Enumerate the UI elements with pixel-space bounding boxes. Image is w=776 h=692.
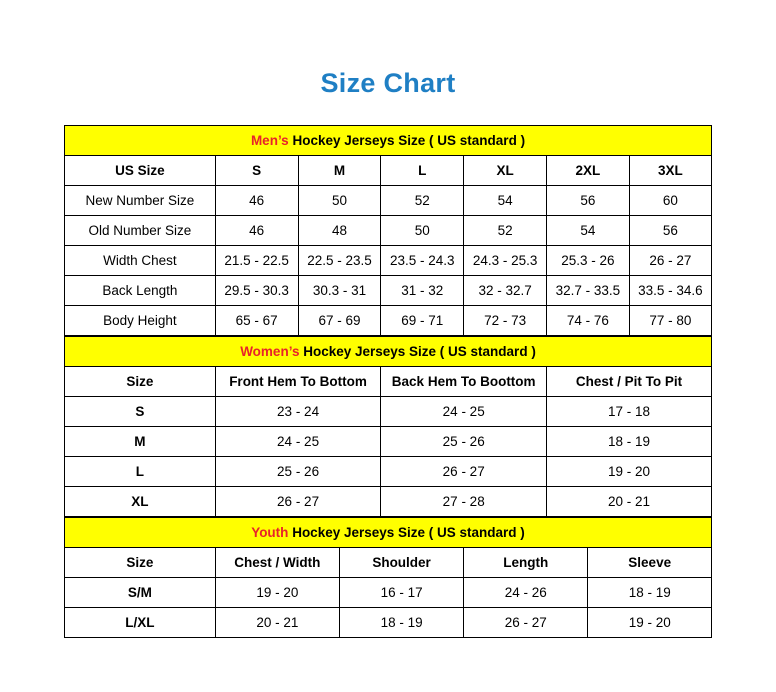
table-row — [65, 246, 712, 276]
size-chart-container — [64, 125, 712, 638]
table-cell: 25 - 26 — [381, 427, 547, 457]
table-cell: 50 — [381, 216, 464, 246]
table-cell: 17 - 18 — [547, 397, 712, 427]
column-header: Length — [464, 548, 588, 578]
table-row — [65, 487, 712, 517]
table-cell: 60 — [629, 186, 711, 216]
table-cell: 20 - 21 — [547, 487, 712, 517]
table-cell: 24 - 25 — [381, 397, 547, 427]
table-row — [65, 457, 712, 487]
column-header: 3XL — [629, 156, 711, 186]
table-header-row — [65, 548, 712, 578]
row-label: L/XL — [65, 608, 216, 638]
table-cell: 26 - 27 — [215, 487, 381, 517]
table-header-row — [65, 367, 712, 397]
table-row — [65, 216, 712, 246]
column-header: M — [298, 156, 381, 186]
table-cell: 50 — [298, 186, 381, 216]
table-cell: 74 - 76 — [547, 306, 630, 336]
column-header: Size — [65, 367, 216, 397]
table-row — [65, 608, 712, 638]
mens-size-table — [64, 125, 712, 336]
table-cell: 56 — [629, 216, 711, 246]
table-cell: 18 - 19 — [547, 427, 712, 457]
table-cell: 18 - 19 — [588, 578, 712, 608]
table-cell: 77 - 80 — [629, 306, 711, 336]
table-cell: 23.5 - 24.3 — [381, 246, 464, 276]
youth-section-header — [65, 518, 712, 548]
table-cell: 65 - 67 — [215, 306, 298, 336]
mens-header-rest: Hockey Jerseys Size ( US standard ) — [288, 133, 526, 148]
row-label: Old Number Size — [65, 216, 216, 246]
table-cell: 19 - 20 — [547, 457, 712, 487]
table-cell: 46 — [215, 186, 298, 216]
table-cell: 16 - 17 — [339, 578, 463, 608]
column-header: US Size — [65, 156, 216, 186]
table-cell: 26 - 27 — [629, 246, 711, 276]
table-cell: 30.3 - 31 — [298, 276, 381, 306]
table-row — [65, 186, 712, 216]
row-label: M — [65, 427, 216, 457]
row-label: L — [65, 457, 216, 487]
section-header-row — [65, 126, 712, 156]
table-cell: 24 - 25 — [215, 427, 381, 457]
column-header: XL — [464, 156, 547, 186]
mens-section-header — [65, 126, 712, 156]
table-cell: 69 - 71 — [381, 306, 464, 336]
table-cell: 46 — [215, 216, 298, 246]
column-header: 2XL — [547, 156, 630, 186]
table-cell: 22.5 - 23.5 — [298, 246, 381, 276]
table-cell: 24.3 - 25.3 — [464, 246, 547, 276]
table-cell: 24 - 26 — [464, 578, 588, 608]
table-row — [65, 427, 712, 457]
youth-size-table — [64, 517, 712, 638]
table-row — [65, 276, 712, 306]
row-label: S/M — [65, 578, 216, 608]
column-header: S — [215, 156, 298, 186]
table-cell: 20 - 21 — [215, 608, 339, 638]
column-header: L — [381, 156, 464, 186]
table-cell: 56 — [547, 186, 630, 216]
womens-section-header — [65, 337, 712, 367]
table-cell: 52 — [381, 186, 464, 216]
row-label: Body Height — [65, 306, 216, 336]
table-cell: 25 - 26 — [215, 457, 381, 487]
column-header: Size — [65, 548, 216, 578]
table-cell: 26 - 27 — [464, 608, 588, 638]
mens-header-accent: Men’s — [250, 133, 289, 148]
row-label: New Number Size — [65, 186, 216, 216]
womens-header-accent: Women’s — [240, 344, 300, 359]
youth-header-accent: Youth — [251, 525, 289, 540]
table-cell: 18 - 19 — [339, 608, 463, 638]
table-header-row — [65, 156, 712, 186]
row-label: XL — [65, 487, 216, 517]
table-cell: 72 - 73 — [464, 306, 547, 336]
column-header: Back Hem To Boottom — [381, 367, 547, 397]
page-title: Size Chart — [320, 68, 456, 98]
table-cell: 52 — [464, 216, 547, 246]
table-cell: 54 — [547, 216, 630, 246]
table-cell: 25.3 - 26 — [547, 246, 630, 276]
table-cell: 29.5 - 30.3 — [215, 276, 298, 306]
row-label: Width Chest — [65, 246, 216, 276]
table-cell: 23 - 24 — [215, 397, 381, 427]
table-cell: 54 — [464, 186, 547, 216]
column-header: Chest / Pit To Pit — [547, 367, 712, 397]
table-cell: 19 - 20 — [588, 608, 712, 638]
table-cell: 27 - 28 — [381, 487, 547, 517]
table-cell: 32 - 32.7 — [464, 276, 547, 306]
table-row — [65, 306, 712, 336]
column-header: Sleeve — [588, 548, 712, 578]
table-row — [65, 578, 712, 608]
table-row — [65, 397, 712, 427]
table-cell: 19 - 20 — [215, 578, 339, 608]
table-cell: 21.5 - 22.5 — [215, 246, 298, 276]
table-cell: 67 - 69 — [298, 306, 381, 336]
table-cell: 32.7 - 33.5 — [547, 276, 630, 306]
youth-header-rest: Hockey Jerseys Size ( US standard ) — [288, 525, 525, 540]
column-header: Chest / Width — [215, 548, 339, 578]
table-cell: 26 - 27 — [381, 457, 547, 487]
section-header-row — [65, 518, 712, 548]
row-label: S — [65, 397, 216, 427]
table-cell: 33.5 - 34.6 — [629, 276, 711, 306]
row-label: Back Length — [65, 276, 216, 306]
column-header: Shoulder — [339, 548, 463, 578]
womens-size-table — [64, 336, 712, 517]
section-header-row — [65, 337, 712, 367]
column-header: Front Hem To Bottom — [215, 367, 381, 397]
womens-header-rest: Hockey Jerseys Size ( US standard ) — [299, 344, 536, 359]
table-cell: 31 - 32 — [381, 276, 464, 306]
table-cell: 48 — [298, 216, 381, 246]
